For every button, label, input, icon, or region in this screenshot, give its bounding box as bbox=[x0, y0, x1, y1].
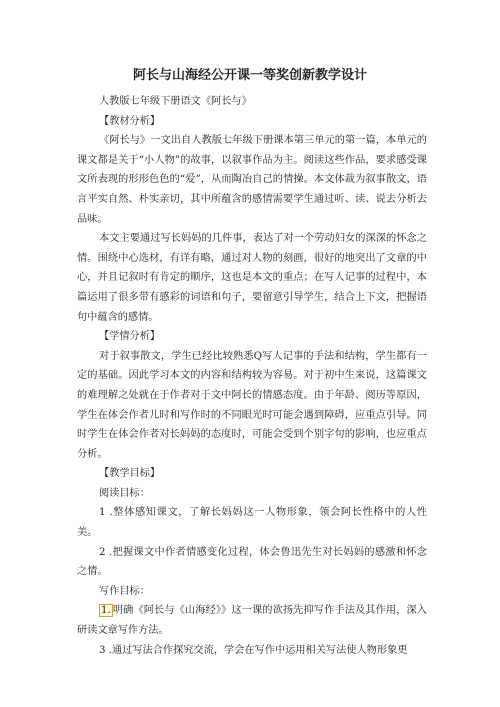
paragraph: 对于叙事散文，学生已经比较熟悉Q写人记事的手法和结构，学生都有一定的基础。因此学习本文的内容和结构较为容易。对于初中生来说，这篇课文的难理解之处就在于作者对于文中阿长的情感态度。由于年龄、阅历等原因，学生在体会作者儿时和写作时的不同眼光时可能会遇到障碍，应重点引导。同时学生在体会作者对长妈妈的态度时，可能会受到个别字句的影响，也应重点分析。 bbox=[77, 350, 427, 460]
list-item-text: 明确《阿长与《山海经》》这一课的欲扬先抑写作手法及其作用，深入研读文章写作方法。 bbox=[77, 605, 427, 637]
list-item: 3 .通过写法合作探究交流，学会在写作中运用相关写法使人物形象更 bbox=[99, 644, 408, 656]
document-title: 阿长与山海经公开课一等奖创新教学设计 bbox=[132, 68, 367, 83]
reading-goals-label: 阅读目标： bbox=[99, 487, 150, 499]
list-item: 2 .把握课文中作者情感变化过程，体会鲁迅先生对长妈妈的感激和怀念之情。 bbox=[77, 546, 427, 578]
document-body bbox=[77, 92, 427, 660]
subtitle: 人教版七年级下册语文《阿长与》 bbox=[99, 96, 252, 107]
paragraph: 《阿长与》一文出自人教版七年级下册课本第三单元的第一篇，本单元的课文都是关于“小人物”的故事，以叙事作品为主。阅读这些作品，要求感受课文所表现的形形色色的“爱”，从而陶冶自己的情操。本文体裁为叙事散文，语言平实自然、朴实亲切，其中所蕴含的感情需要学生通过听、读、说去分析去品味。 bbox=[77, 135, 427, 225]
writing-goals-label: 写作目标： bbox=[99, 585, 150, 597]
list-item: 1 .整体感知课文，了解长妈妈这一人物形象，领会阿长性格中的人性美。 bbox=[77, 507, 427, 539]
list-item bbox=[77, 601, 427, 640]
section-heading-analysis: 【教材分析】 bbox=[99, 115, 161, 127]
section-heading-goals: 【教学目标】 bbox=[99, 468, 161, 480]
section-heading-learner: 【学情分析】 bbox=[99, 331, 161, 343]
highlighted-number: 1. bbox=[101, 605, 111, 617]
paragraph: 本文主要通过写长妈妈的几件事，表达了对一个劳动妇女的深深的怀念之情。围绕中心选材，有详有略，通过对人物的刻画，很好的地突出了文章的中心，并且记叙时有肯定的顺序，这也是本文的重点；在写人记事的过程中，本篇运用了很多带有感彩的词语和句子，要留意引导学生，结合上下文，把握语句中蕴含的感情。 bbox=[77, 233, 427, 323]
